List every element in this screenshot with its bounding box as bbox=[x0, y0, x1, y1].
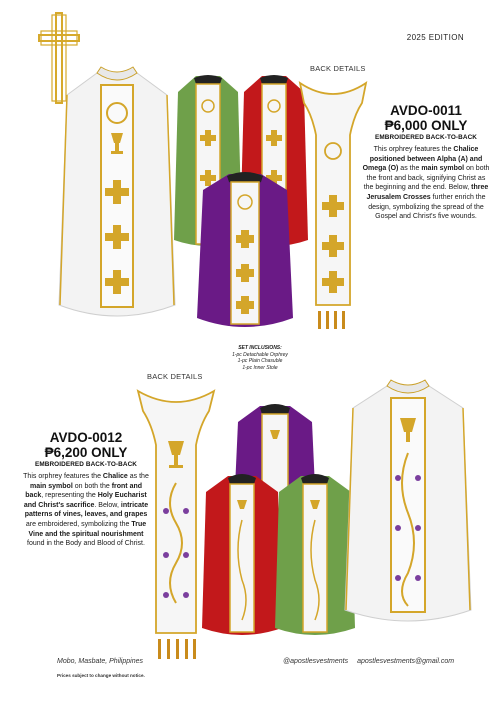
description-text: further enrich the design, symbolizing the spread of the Gospel and Christ's five wounds. bbox=[368, 193, 486, 221]
description-text: are embroidered, symbolizing the bbox=[25, 520, 132, 528]
product-subtitle: EMBROIDERED BACK-TO-BACK bbox=[34, 461, 138, 468]
email-address[interactable]: apostlesvestments@gmail.com bbox=[357, 658, 455, 665]
tassel-icon bbox=[318, 311, 345, 329]
description-text: as the bbox=[127, 473, 149, 480]
product-subtitle: EMBROIDERED BACK-TO-BACK bbox=[374, 134, 478, 141]
price-notice: Prices subject to change without notice. bbox=[57, 673, 145, 678]
description-emphasis: Chalice positioned between Alpha (A) and Omega (O) bbox=[362, 146, 483, 173]
product-price: ₱6,200 ONLY bbox=[44, 445, 128, 460]
orphrey-back-detail-0011 bbox=[298, 75, 368, 333]
vestment-white-front-0011 bbox=[57, 65, 177, 325]
vestment-purple-0011 bbox=[195, 168, 295, 336]
back-details-label: BACK DETAILS bbox=[310, 64, 366, 73]
description-text: found in the Body and Blood of Christ. bbox=[27, 540, 145, 548]
description-text: . Below, bbox=[94, 501, 121, 509]
set-inclusions bbox=[225, 345, 295, 371]
description-text: This orphrey features the bbox=[23, 473, 103, 480]
tassel-icon bbox=[158, 639, 196, 659]
product-description bbox=[362, 145, 490, 222]
description-emphasis: main symbol bbox=[29, 482, 73, 490]
product-info-0012 bbox=[22, 430, 150, 549]
edition-label: 2025 EDITION bbox=[406, 33, 464, 42]
set-inclusions-title: SET INCLUSIONS: bbox=[238, 345, 282, 351]
description-emphasis: main symbol bbox=[421, 165, 465, 173]
set-inclusion-item: 1-pc Inner Stole bbox=[242, 364, 278, 371]
product-code: AVDO-0012 bbox=[49, 430, 123, 445]
description-emphasis: Chalice bbox=[102, 473, 128, 480]
product-info-0011 bbox=[362, 103, 490, 222]
product-description bbox=[22, 472, 150, 549]
vestment-red-0012 bbox=[200, 470, 284, 640]
description-text: , representing the bbox=[41, 492, 98, 500]
product-code: AVDO-0011 bbox=[390, 103, 462, 118]
description-emphasis: True Vine and the spiritual nourishment bbox=[28, 520, 147, 538]
set-inclusion-item: 1-pc Plain Chasuble bbox=[237, 358, 283, 364]
back-details-label: BACK DETAILS bbox=[147, 372, 203, 381]
footer-location: Mobo, Masbate, Philippines bbox=[57, 658, 143, 665]
instagram-handle[interactable]: @apostlesvestments bbox=[283, 658, 349, 665]
description-emphasis: front and back bbox=[25, 482, 143, 500]
description-text: on both the front and back, signifying Christ as the beginning and the end. Below, bbox=[363, 165, 490, 192]
vestment-white-front-0012 bbox=[343, 378, 473, 628]
description-emphasis: intricate patterns of vines, leaves, and grapes bbox=[24, 501, 149, 519]
description-emphasis: three Jerusalem Crosses bbox=[366, 184, 489, 201]
description-text: on both the bbox=[72, 482, 112, 490]
description-text: as the bbox=[398, 165, 422, 173]
description-emphasis: Holy Eucharist and Christ's sacrifice bbox=[23, 492, 147, 509]
footer-contacts bbox=[283, 658, 463, 665]
description-text: This orphrey features the bbox=[373, 146, 454, 153]
product-price: ₱6,000 ONLY bbox=[384, 118, 468, 133]
set-inclusion-item: 1-pc Detachable Orphrey bbox=[232, 351, 288, 358]
